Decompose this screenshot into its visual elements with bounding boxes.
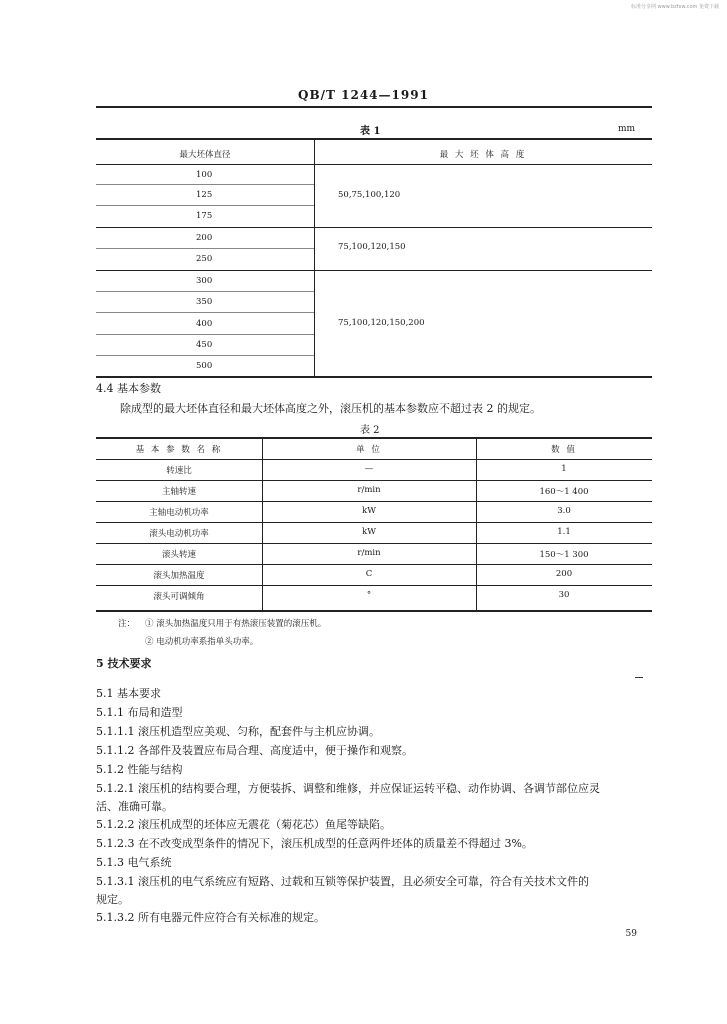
table1-diameter: 400 <box>196 319 213 329</box>
table2-note: ② 电动机功率系指单头功率。 <box>145 637 259 647</box>
table1-row-rule <box>96 355 314 356</box>
table-row <box>96 543 652 564</box>
table-row <box>96 501 652 522</box>
table2-cell-value: 1 <box>561 464 567 474</box>
table2-cell-value: 1.1 <box>557 527 571 537</box>
table2-note: ① 滚头加热温度只用于有热滚压装置的滚压机。 <box>145 619 327 629</box>
table-row <box>96 564 652 585</box>
table1-diameter: 125 <box>196 190 213 200</box>
section-5-heading: 5 技术要求 <box>96 657 152 670</box>
table2-cell-name: 滚头可调倾角 <box>153 592 205 602</box>
table2-cell-value: 200 <box>555 569 573 579</box>
table2-cell-name: 滚头转速 <box>161 550 196 560</box>
table2-cell-unit: ° <box>366 590 372 600</box>
table1-diameter: 300 <box>196 276 213 286</box>
table2-cell-value: 150～1 300 <box>539 550 589 560</box>
section-line: 5.1 基本要求 <box>96 687 161 700</box>
table1-diameter: 500 <box>196 361 213 371</box>
table2-cell-unit: kW <box>362 527 376 537</box>
section-line: 5.1.2 性能与结构 <box>96 763 183 776</box>
section-line: 活、准确可靠。 <box>96 800 173 813</box>
table1-row-rule <box>96 291 314 292</box>
table2-cell-name: 转速比 <box>166 466 192 476</box>
table-row <box>96 459 652 480</box>
table2-cell-name: 主轴电动机功率 <box>149 508 209 518</box>
table2-header-unit: 单 位 <box>356 445 382 455</box>
table1-col-height: 最 大 坯 体 高 度 <box>439 150 527 160</box>
table1-title: 表 1 <box>360 126 381 137</box>
section-line: 5.1.3 电气系统 <box>96 856 172 869</box>
table2 <box>96 437 652 613</box>
table1-diameter: 175 <box>196 211 213 221</box>
table2-header-name: 基 本 参 数 名 称 <box>135 445 223 455</box>
table2-cell-unit: r/min <box>357 485 381 495</box>
watermark-text: 标准分享网 www.bzfxw.com 免费下载 <box>631 4 719 10</box>
table2-header-value: 数 值 <box>551 445 577 455</box>
table2-cell-value: 30 <box>558 590 570 600</box>
section-line: 5.1.2.1 滚压机的结构要合理，方便装拆、调整和维修，并应保证运转平稳、动作协调、各调节部位应灵 <box>96 782 600 795</box>
table1-unit: mm <box>618 124 636 134</box>
section-line: 5.1.3.2 所有电器元件应符合有关标准的规定。 <box>96 911 325 924</box>
table1-top-rule <box>96 138 652 140</box>
section-line: 5.1.1.2 各部件及装置应布局合理、高度适中，便于操作和观察。 <box>96 744 413 757</box>
table2-top-rule <box>96 437 652 439</box>
table1-diameter: 250 <box>196 254 213 264</box>
table1-diameter: 450 <box>196 340 213 350</box>
table1-header-rule <box>96 164 652 165</box>
table1-divider <box>314 138 315 378</box>
table1-diameter: 350 <box>196 297 213 307</box>
table-row <box>96 585 652 606</box>
table-row <box>96 522 652 543</box>
table2-cell-unit: r/min <box>357 548 381 558</box>
table2-notes-label: 注： <box>118 619 136 629</box>
section-line: 规定。 <box>96 893 129 906</box>
table1-heights: 50,75,100,120 <box>338 190 401 200</box>
section-line: 5.1.1.1 滚压机造型应美观、匀称，配套件与主机应协调。 <box>96 725 380 738</box>
table2-cell-unit: — <box>364 464 374 474</box>
section-4-4-text: 除成型的最大坯体直径和最大坯体高度之外，滚压机的基本参数应不超过表 2 的规定。 <box>120 402 541 415</box>
section-line: 5.1.3.1 滚压机的电气系统应有短路、过载和互锁等保护装置，且必须安全可靠，符合有关技术文件的 <box>96 875 589 888</box>
table2-cell-name: 滚头加热温度 <box>153 571 205 581</box>
table1-diameter: 200 <box>196 233 213 243</box>
table2-title: 表 2 <box>360 425 380 436</box>
section-line: 5.1.2.3 在不改变成型条件的情况下，滚压机成型的任意两件坯体的质量差不得超过 3%。 <box>96 837 533 850</box>
table2-cell-value: 3.0 <box>557 506 571 516</box>
table1-group-rule <box>96 270 652 271</box>
table1-heights: 75,100,120,150 <box>338 242 406 252</box>
section-line: 5.1.2.2 滚压机成型的坯体应无震花（菊花芯）鱼尾等缺陷。 <box>96 818 391 831</box>
section-4-4-heading: 4.4 基本参数 <box>96 382 161 395</box>
page-number: 59 <box>625 929 637 939</box>
table1-row-rule <box>96 334 314 335</box>
table1-col-diameter: 最大坯体直径 <box>179 150 231 160</box>
table1-row-rule <box>96 248 314 249</box>
section-line: 5.1.1 布局和造型 <box>96 706 183 719</box>
table2-cell-name: 滚头电动机功率 <box>149 529 209 539</box>
table1-row-rule <box>96 205 314 206</box>
header-rule <box>96 106 652 108</box>
table1-group-rule <box>96 227 652 228</box>
table1-row-rule <box>96 184 314 185</box>
table2-bottom-rule <box>96 610 652 612</box>
table2-cell-name: 主轴转速 <box>161 487 196 497</box>
table1-row-rule <box>96 312 314 313</box>
table2-cell-value: 160～1 400 <box>539 487 589 497</box>
standard-code: QB/T 1244—1991 <box>298 88 429 102</box>
table2-cell-unit: C <box>365 569 373 579</box>
table1 <box>96 138 652 378</box>
table1-bottom-rule <box>96 376 652 378</box>
table1-diameter: 100 <box>196 170 213 180</box>
table2-cell-unit: kW <box>362 506 376 516</box>
table-row <box>96 480 652 501</box>
margin-mark <box>635 677 643 678</box>
table1-heights: 75,100,120,150,200 <box>338 318 425 328</box>
